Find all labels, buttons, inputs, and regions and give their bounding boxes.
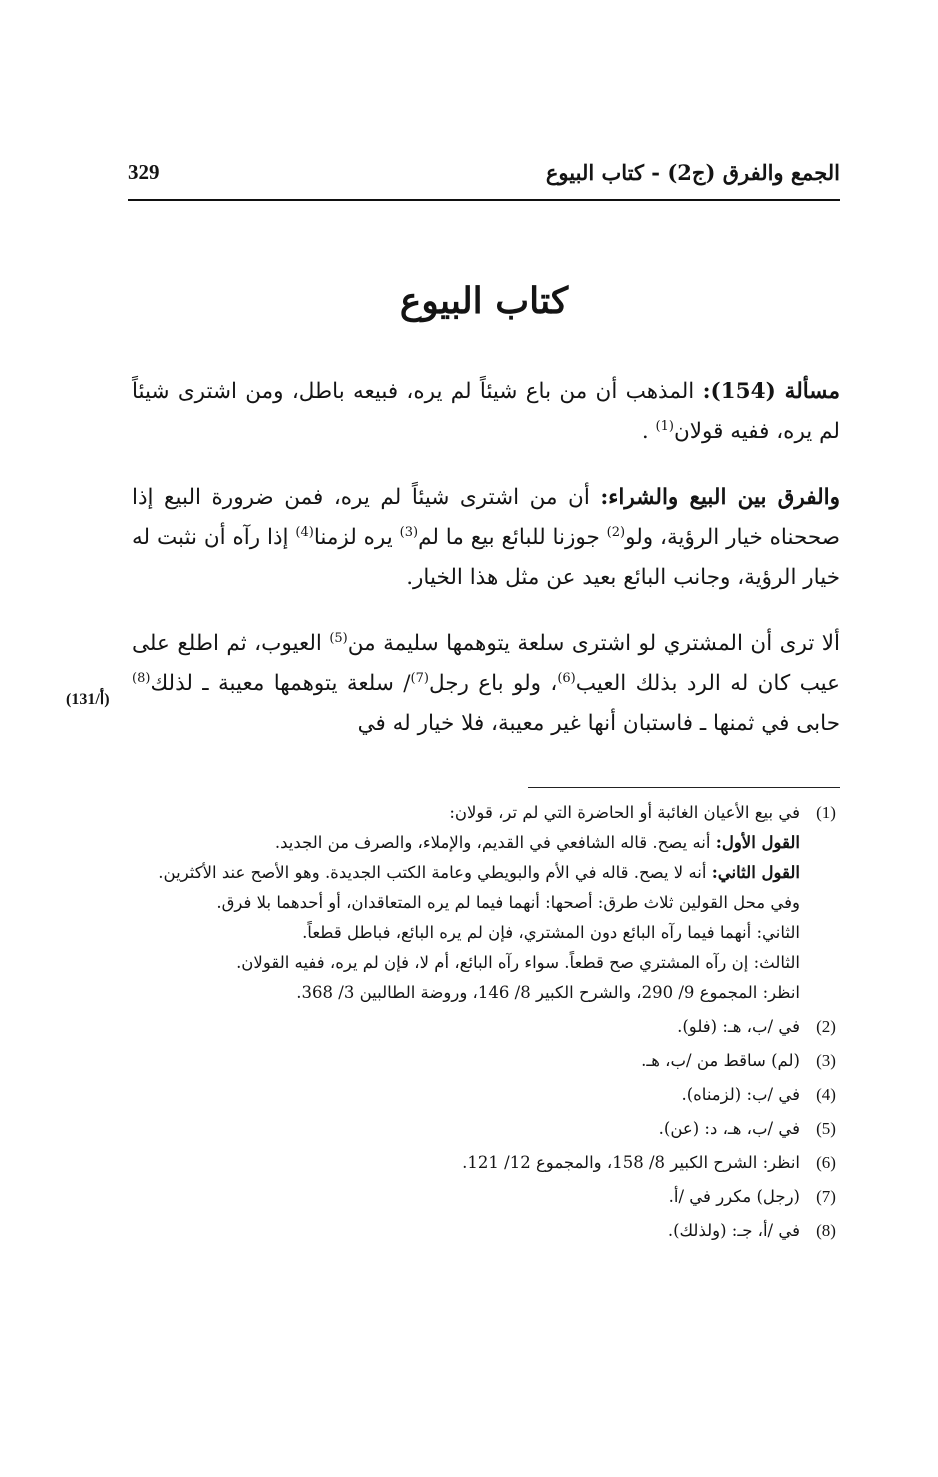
running-title: الجمع والفرق (ج2) - كتاب البيوع — [545, 160, 840, 185]
footnote-1 — [132, 798, 844, 1008]
footnote-3 — [132, 1046, 844, 1076]
paragraph-text: ، ولو باع رجل — [428, 671, 558, 696]
footnote-ref[interactable]: (5) — [329, 630, 348, 646]
footnote-text — [132, 828, 800, 858]
footnote-number: (1) — [816, 803, 836, 822]
paragraph-text: المذهب أن من باع شيئاً لم يره، فبيعه باطل، ومن اشترى شيئاً لم يره، ففيه قولان — [132, 379, 840, 444]
paragraph-text: / سلعة يتوهمها معيبة ـ لذلك — [150, 671, 411, 696]
footnote-number: (4) — [816, 1085, 836, 1104]
page-number: 329 — [128, 160, 160, 184]
paragraph-text: حابى في ثمنها ـ فاستبان أنها غير معيبة، فلا خيار له في — [357, 711, 840, 736]
footnote-ref[interactable]: (4) — [295, 524, 314, 540]
footnote-6 — [132, 1148, 844, 1178]
difference-label: والفرق بين البيع والشراء: — [600, 485, 840, 510]
footnote-2 — [132, 1012, 844, 1042]
footnote-5 — [132, 1114, 844, 1144]
footnote-number: (3) — [816, 1051, 836, 1070]
paragraph-text: يره لزمنا — [313, 525, 400, 550]
footnote-text: في بيع الأعيان الغائبة أو الحاضرة التي لم تر، قولان: — [449, 803, 800, 822]
footnote-7 — [132, 1182, 844, 1212]
paragraph-1 — [132, 372, 840, 452]
footnote-number: (2) — [816, 1017, 836, 1036]
footnote-number: (8) — [816, 1221, 836, 1240]
manuscript-folio-ref: (131/أ) — [66, 691, 110, 708]
footnote-text: وفي محل القولين ثلاث طرق: أصحها: أنهما فيما لم يره المتعاقدان، أو أحدهما بلا فرق. — [216, 893, 800, 912]
footnote-8 — [132, 1216, 844, 1246]
footnote-text: في /ب، هـ، د: (عن). — [658, 1119, 800, 1138]
footnote-ref[interactable]: (2) — [606, 524, 626, 540]
footnote-text: (لم) ساقط من /ب، هـ. — [641, 1051, 800, 1070]
footnote-text: أنه لا يصح. قاله في الأم والبويطي وعامة الكتب الجديدة. وهو الأصح عند الأكثرين. — [158, 863, 712, 882]
paragraph-text: أن من اشترى شيئاً لم يره، فمن ضرورة البيع إذا صححناه خيار الرؤية، ولو — [132, 485, 840, 550]
paragraph-text: جوزنا للبائع بيع ما لم — [418, 525, 607, 550]
footnote-text: الثالث: إن رآه المشتري صح قطعاً. سواء رآه البائع، أم لا، فإن لم يره، ففيه القولان. — [236, 953, 800, 972]
footnote-4 — [132, 1080, 844, 1110]
header-rule — [128, 199, 840, 201]
paragraph-text: ألا ترى أن المشتري لو اشترى سلعة يتوهمها سليمة من — [347, 631, 840, 656]
footnote-ref[interactable]: (3) — [399, 524, 419, 540]
paragraph-2 — [132, 478, 840, 598]
footnote-text: في /ب، هـ: (فلو). — [677, 1017, 800, 1036]
footnote-ref[interactable]: (6) — [557, 670, 576, 686]
paragraph-3 — [132, 624, 840, 744]
footnote-text: في /أ، جـ: (ولذلك). — [667, 1221, 800, 1240]
footnote-text: انظر: الشرح الكبير 8/ 158، والمجموع 12/ 121. — [462, 1153, 800, 1172]
footnote-number: (7) — [816, 1187, 836, 1206]
opinion-label: القول الثاني: — [711, 863, 800, 882]
footnote-text: في /ب: (لزمناه). — [681, 1085, 800, 1104]
footnote-text: (رجل) مكرر في /أ. — [668, 1187, 800, 1206]
footnote-text: انظر: المجموع 9/ 290، والشرح الكبير 8/ 146، وروضة الطالبين 3/ 368. — [296, 983, 800, 1002]
footnote-number: (5) — [816, 1119, 836, 1138]
footnote-number: (6) — [816, 1153, 836, 1172]
issue-label: مسألة (154): — [702, 379, 840, 404]
body-text — [132, 372, 840, 770]
footnote-ref[interactable]: (7) — [410, 670, 429, 686]
footnote-ref[interactable]: (1) — [655, 418, 674, 434]
footnote-separator — [528, 787, 840, 788]
footnote-text: الثاني: أنهما فيما رآه البائع دون المشتري، فإن لم يره البائع، فباطل قطعاً. — [302, 923, 800, 942]
chapter-title: كتاب البيوع — [399, 280, 569, 322]
running-header — [128, 150, 840, 200]
footnote-text — [132, 858, 800, 888]
footnote-ref[interactable]: (8) — [132, 670, 151, 686]
footnote-text: أنه يصح. قاله الشافعي في القديم، والإملاء، والصرف من الجديد. — [274, 833, 716, 852]
paragraph-text: . — [641, 419, 656, 444]
paragraph-text: العيوب، ثم اطلع على عيب كان له الرد بذلك العيب — [132, 631, 841, 696]
footnotes — [132, 798, 844, 1250]
paragraph-text: إذا رآه أن نثبت له خيار الرؤية، وجانب البائع بعيد عن مثل هذا الخيار. — [132, 525, 840, 590]
opinion-label: القول الأول: — [715, 833, 800, 852]
